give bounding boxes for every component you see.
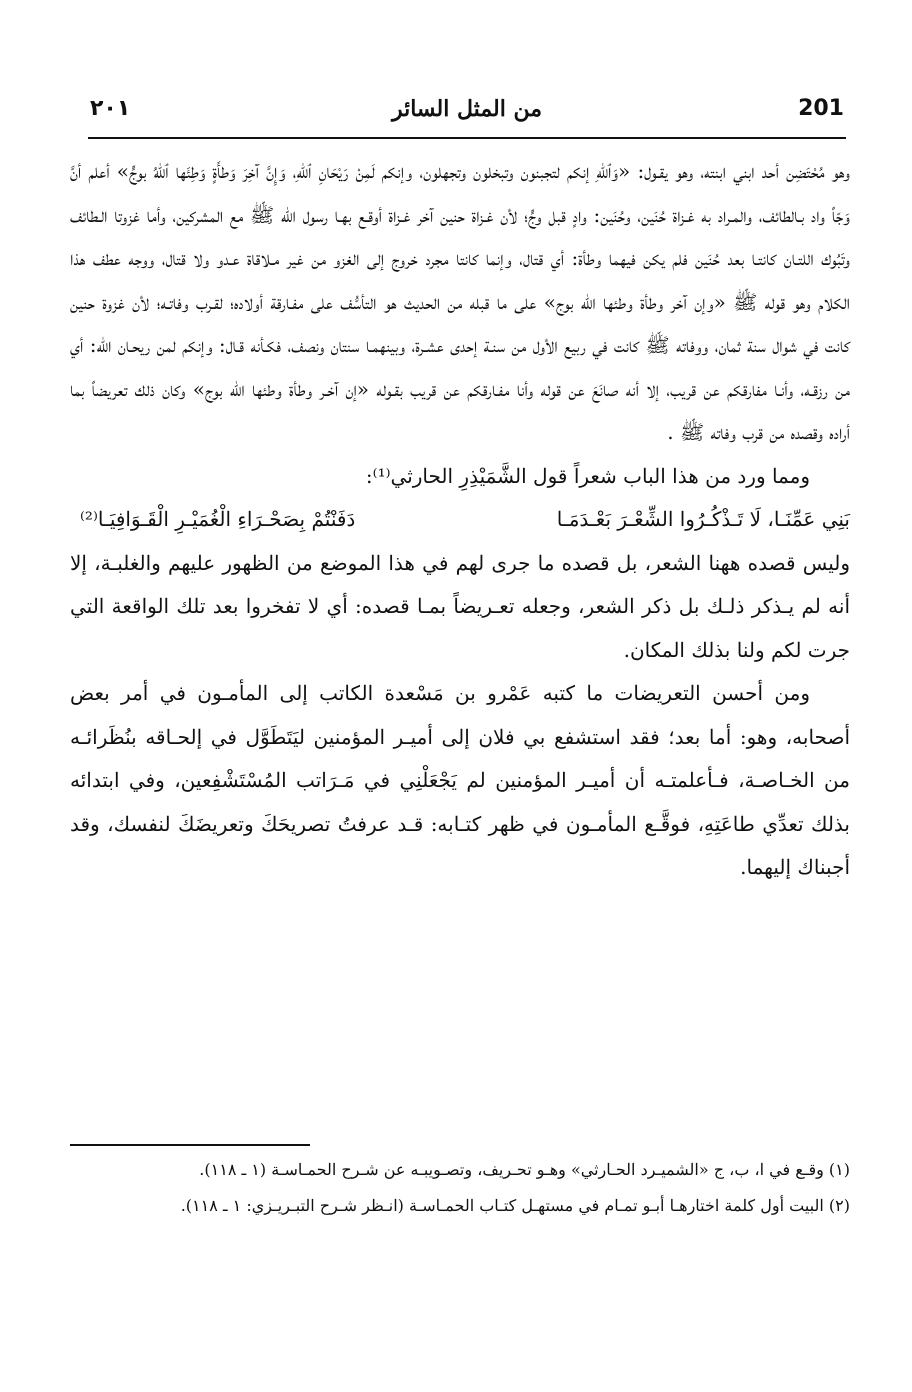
running-title: من المثل السائر <box>391 96 543 122</box>
paragraph-2: ومما ورد من هذا الباب شعراً قول الشَّمَيْذِرِ الحارثي⁽¹⁾: <box>365 463 810 488</box>
main-text <box>70 150 850 890</box>
poem-first-hemistich: بَنِي عَمِّنَـا، لَا تَـذْكُـرُوا الشِّعْـرَ بَعْـدَمَـا <box>556 507 850 531</box>
poem-verse <box>70 498 850 542</box>
page-header <box>90 90 844 138</box>
paragraph-1: وهو مُحْتَضِن أحد ابني ابنته، وهو يقـول: «وَٱللهِ إنكم لتجبنون وتبخلون وتجهلون، وإنكم لَمِنْ رَيْحَانِ ٱللهِ، وَإِنَّ آخِرَ وَطأَةٍ وَطِئَها ٱللهُ بوجٍّ» أعلم أنَّ وَجّاً واد بـالطائف، والمـراد به غـزاة حُنَين، وحُنَين: وادٍ قبل وجٍّ؛ لأن غـزاة حنين آخر غـزاة أوقـع بهـا رسول الله ﷺ مع المشركين، وأما غزوتا الـطائف وتَبُوك اللتـان كانتـا بعد حُنَين فلم يكن فيهما وطأة: أي قتال، وإنما كانتا مجرد خروج إلى الغزو من غير مـلاقاة عـدو ولا قتال، ووجه عطف هذا الكلام وهو قوله ﷺ «وإن آخر وطأة وطئها الله بوج» على ما قبله من الحديث هو التأسُّف على مفـارقة أولاده؛ لقـرب وفاتـه؛ لأن غزوة حنين كانت في شوال سنة ثمان، ووفاته ﷺ كانت في ربيع الأول من سنـة إحدى عشـرة، وبينهمـا سنتان ونصف، فكـأنه قـال: وإنكم لمن ريحـان الله: أي من رزقـه، وأنـا مفارقكم عن قريب، إلا أنه صانَعَ عن قوله وأنا مفـارقكم عن قريب بقـوله «إن آخـر وطأة وطئها الله بوج» وكان ذلك تعريضاً بما أراده وقصده من قرب وفاته ﷺ . <box>70 159 850 444</box>
page-number-arabic: ٢٠١ <box>90 96 131 121</box>
footnote-rule <box>70 1144 310 1146</box>
poem-second-hemistich: دَفَنْتُمْ بِصَحْـرَاءِ الْغُمَيْـرِ الْقَـوَافِيَـا⁽²⁾ <box>80 507 356 531</box>
paragraph-3: وليس قصده ههنا الشعر، بل قصده ما جرى لهم في هذا الموضع من الظهور عليهم والغلبـة، إلا أنه لم يـذكر ذلـك بل ذكر الشعر، وجعله تعـريضاً بمـا قصده: أي لا تفخروا بعد تلك الواقعة التي جرت لكم ولنا بذلك المكان. <box>70 550 850 662</box>
footnote-1: (١) وقـع في ا، ب، ج «الشميـرد الحـارثي» وهـو تحـريف، وتصـويبـه عن شـرح الحمـاسـة (١ ـ ١١٨). <box>199 1160 850 1179</box>
header-rule <box>88 137 846 139</box>
paragraph-4: ومن أحسن التعريضات ما كتبه عَمْرو بن مَسْعدة الكاتب إلى المأمـون في أمر بعض أصحابه، وهو: أما بعد؛ فقد استشفع بي فلان إلى أميـر المؤمنين ليَتَطَوَّل في إلحـاقه بنُظَرائـه من الخـاصـة، فـأعلمتـه أن أميـر المؤمنين لم يَجْعَلْنِي في مَـرَاتب المُسْتَشْفِعين، وفي ابتدائه بذلك تعدِّي طاعَتِهِ، فوقَّـع المأمـون في ظهر كتـابه: قـد عرفتُ تصريحَكَ وتعريضَكَ لنفسك، وقد أجبناك إليهما. <box>70 681 850 879</box>
footnote-2: (٢) البيت أول كلمة اختارهـا أبـو تمـام في مستهـل كتـاب الحمـاسـة (انـظر شـرح التبـريـزي: ١ ـ ١١٨). <box>180 1196 850 1215</box>
page-number-latin: 201 <box>798 96 844 121</box>
book-page <box>70 80 850 1380</box>
footnotes <box>70 1152 850 1224</box>
